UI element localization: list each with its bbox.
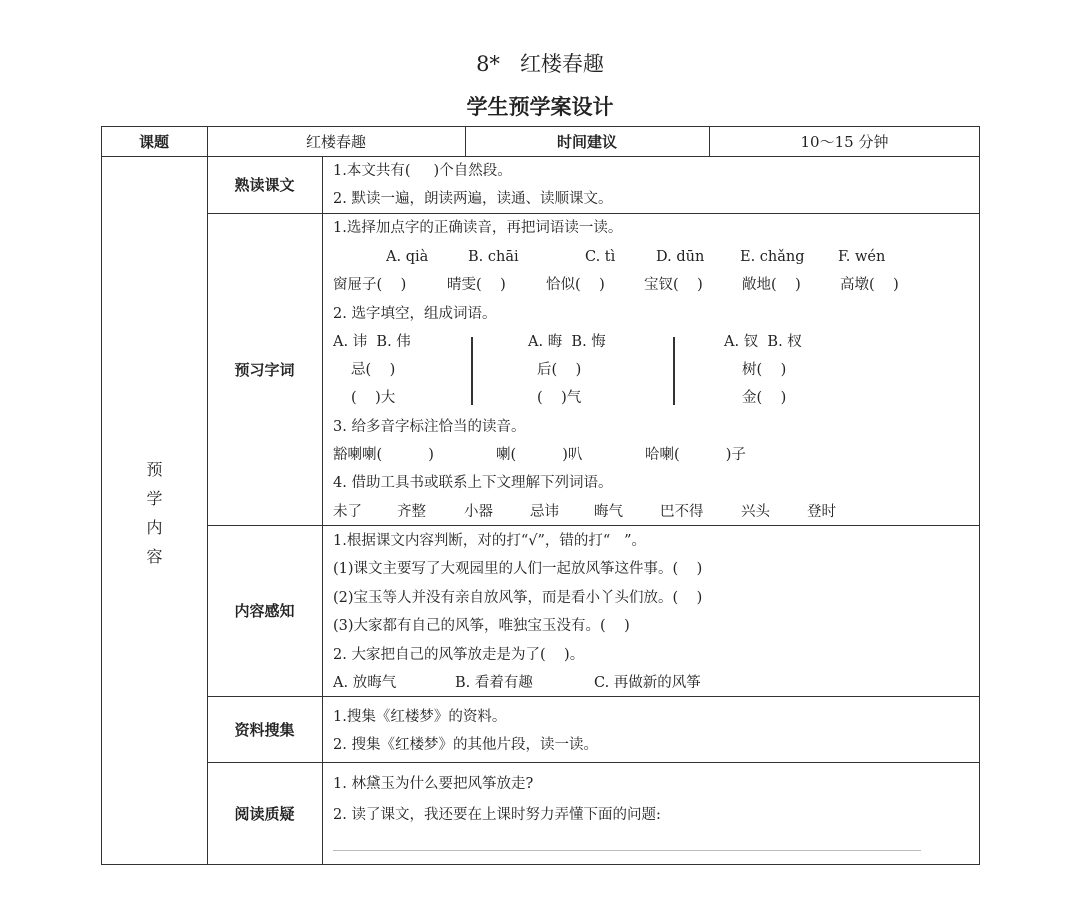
vocab-question: 3. 给多音字标注恰当的读音。 [333,419,526,435]
word-blank: 晴雯( ) [447,277,506,293]
section-label-material: 资料搜集 [234,720,295,739]
word-blank: 宝钗( ) [644,277,703,293]
content-choice: C. 再做新的风筝 [594,675,701,691]
group-divider [673,337,675,405]
vocab-question: 4. 借助工具书或联系上下文理解下列词语。 [333,475,613,491]
time-label: 时间建议 [556,132,617,151]
choice-group-blank: 金( ) [742,390,787,406]
pinyin-option: B. chāi [468,249,519,265]
vertical-char: 学 [146,489,163,508]
choice-group-blank: 树( ) [742,362,787,378]
pinyin-option: F. wén [838,249,886,265]
content-line: (3)大家都有自己的风筝，唯独宝玉没有。( ) [333,618,630,634]
reading-line: 2. 默读一遍，朗读两遍，读通、读顺课文。 [333,191,613,207]
vertical-char: 内 [146,518,163,537]
choice-group-options: A. 晦 B. 悔 [528,334,606,350]
vocab-term: 未了 [333,504,362,520]
content-line: 2. 大家把自己的风筝放走是为了( )。 [333,647,585,663]
lesson-name: 红楼春趣 [519,52,604,76]
content-line: (2)宝玉等人并没有亲自放风筝，而是看小丫头们放。( ) [333,590,703,606]
section-label-content: 内容感知 [234,602,295,620]
section-label-questions: 阅读质疑 [234,805,295,823]
col-divider [322,156,323,865]
worksheet-title: 学生预学案设计 [466,95,614,119]
choice-group-options: A. 讳 B. 伟 [333,334,411,350]
polyphone-blank: 豁喇喇( ) [333,447,434,463]
choice-group-blank: ( )气 [537,390,582,406]
lesson-title [0,48,1080,78]
section-label-reading: 熟读课文 [234,176,295,194]
pinyin-option: E. chǎng [740,249,805,265]
topic-label: 课题 [138,132,169,151]
pinyin-option: D. dūn [656,249,705,265]
vocab-term: 齐整 [397,504,426,520]
vocab-question: 1.选择加点字的正确读音，再把词语读一读。 [333,220,623,236]
lesson-number: 8* [476,52,500,76]
topic-value: 红楼春趣 [305,132,366,151]
content-line: (1)课文主要写了大观园里的人们一起放风筝这件事。( ) [333,561,703,577]
vocab-term: 晦气 [594,504,623,520]
word-blank: 窗屉子( ) [333,277,407,293]
content-line: 1.根据课文内容判断，对的打“√”，错的打“ ”。 [333,533,647,549]
time-value: 10～15 分钟 [800,132,889,151]
choice-group-blank: 后( ) [537,362,582,378]
vocab-term: 小器 [464,504,493,520]
preview-content-label [102,455,207,571]
choice-group-options: A. 钗 B. 杈 [724,334,802,350]
choice-group-blank: 忌( ) [351,362,396,378]
question-line: 2. 读了课文，我还要在上课时努力弄懂下面的问题: [333,807,661,823]
content-choice: B. 看着有趣 [455,675,533,691]
word-blank: 敞地( ) [742,277,801,293]
vocab-term: 登时 [807,504,836,520]
content-choice: A. 放晦气 [333,675,397,691]
word-blank: 恰似( ) [546,277,605,293]
section-label-vocab: 预习字词 [234,360,295,379]
vocab-term: 忌讳 [530,504,559,520]
vocab-term: 巴不得 [660,504,704,520]
choice-group-blank: ( )大 [351,390,396,406]
polyphone-blank: 哈喇( )子 [645,447,746,463]
material-line: 2. 搜集《红楼梦》的其他片段，读一读。 [333,737,598,753]
pinyin-option: A. qià [386,249,429,265]
group-divider [471,337,473,405]
vocab-term: 兴头 [741,504,770,520]
question-line: 1. 林黛玉为什么要把风筝放走? [333,776,534,792]
pinyin-option: C. tì [585,249,616,265]
vocab-question: 2. 选字填空，组成词语。 [333,306,497,322]
vertical-char: 容 [146,547,163,566]
polyphone-blank: 喇( )叭 [496,447,583,463]
vertical-char: 预 [146,460,163,479]
answer-line[interactable] [333,850,921,851]
reading-line: 1.本文共有( )个自然段。 [333,163,512,179]
word-blank: 高墩( ) [840,277,899,293]
material-line: 1.搜集《红楼梦》的资料。 [333,709,507,725]
